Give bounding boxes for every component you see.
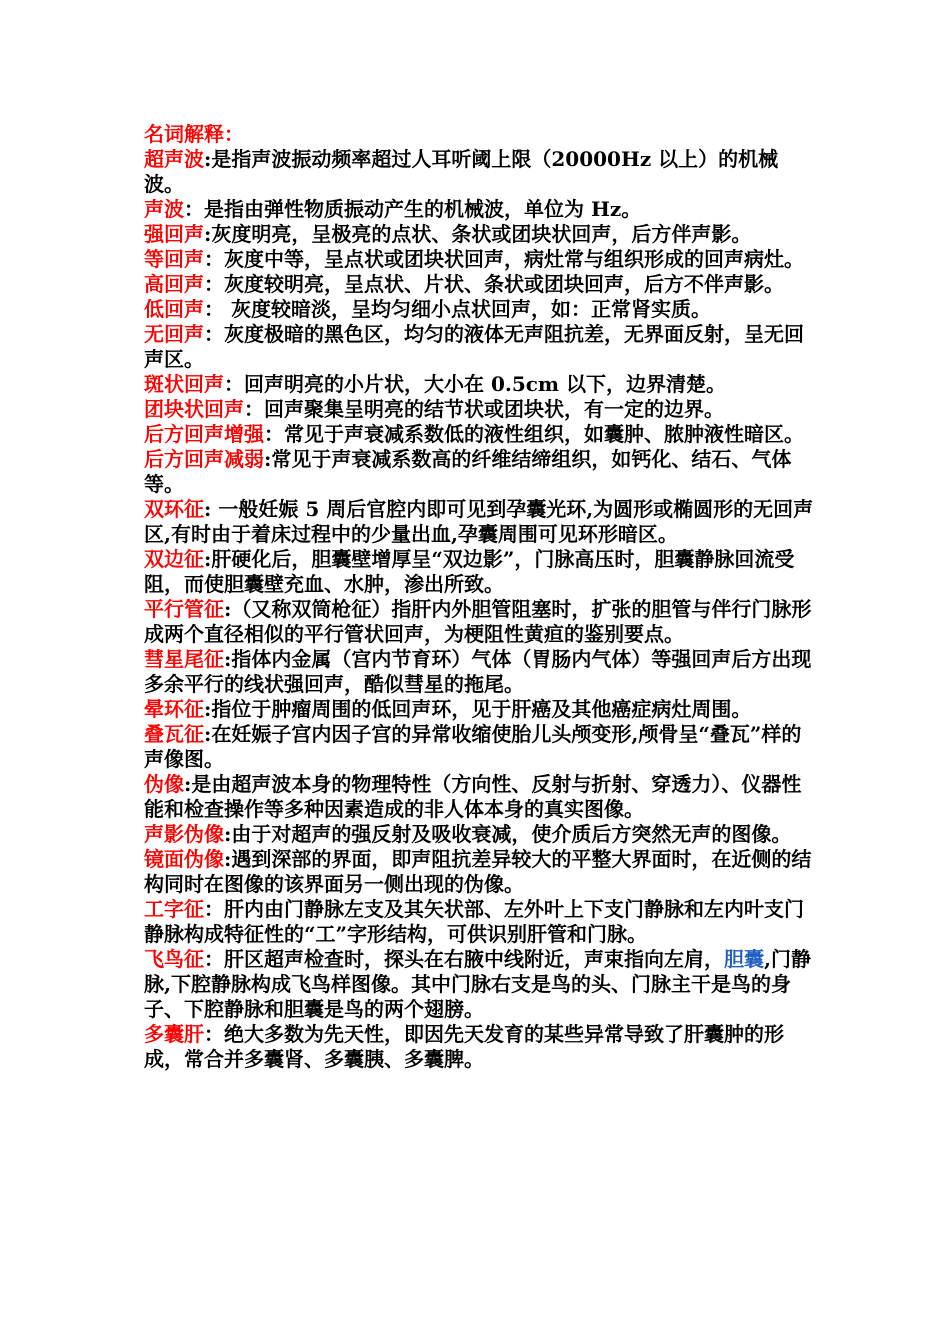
definition-entry: [144, 547, 814, 597]
term-separator: ：: [244, 397, 264, 421]
definition-text: ,门静脉,下腔静脉构成飞鸟样图像。其中门脉右支是鸟的头、门脉主干是鸟的身子、下腔静脉和胆囊是鸟的两个翅膀。: [144, 947, 811, 1021]
term-strong-echo: 强回声: [144, 222, 204, 246]
term-shadow-artifact: 声影伪像: [144, 822, 224, 846]
definition-text: 是指声波振动频率超过人耳听阈上限（20000Hz 以上）的机械波。: [144, 147, 779, 196]
definition-entry: [144, 597, 814, 647]
definition-entry: [144, 772, 814, 822]
definition-text: 指体内金属（宫内节育环）气体（胃肠内气体）等强回声后方出现多余平行的线状强回声，酷似彗星的拖尾。: [144, 647, 812, 696]
term-mass-echo: 团块状回声: [144, 397, 244, 421]
term-overlapping-skull-sign: 叠瓦征: [144, 722, 204, 746]
definition-text: 肝内由门静脉左支及其矢状部、左外叶上下支门静脉和左内叶支门静脉构成特征性的“工”字形结构，可供识别肝管和门脉。: [144, 897, 804, 946]
term-double-ring-sign: 双环征: [144, 497, 204, 521]
definition-entry: [144, 947, 814, 1022]
definition-text: 灰度极暗的黑色区，均匀的液体无声阻抗差，无界面反射，呈无回声区。: [144, 322, 804, 371]
term-separator: :: [204, 222, 212, 246]
definition-text: 常见于声衰减系数低的液性组织，如囊肿、脓肿液性暗区。: [284, 422, 804, 446]
term-separator: ：: [204, 297, 224, 321]
term-separator: :: [264, 447, 272, 471]
term-patchy-echo: 斑状回声: [144, 372, 224, 396]
definition-text: 是指由弹性物质振动产生的机械波，单位为 Hz。: [204, 197, 642, 221]
term-halo-sign: 晕环征: [144, 697, 204, 721]
term-high-echo: 高回声: [144, 272, 204, 296]
term-h-sign: 工字征: [144, 897, 204, 921]
definition-text: 在妊娠子宫内因子宫的异常收缩使胎儿头颅变形,颅骨呈“叠瓦”样的声像图。: [144, 722, 802, 771]
definition-text: 灰度较暗淡，呈均匀细小点状回声，如：正常肾实质。: [224, 297, 711, 321]
term-anechoic: 无回声: [144, 322, 204, 346]
term-separator: :: [204, 722, 212, 746]
definition-entry: [144, 322, 814, 372]
definition-entry: [144, 247, 814, 272]
term-separator: ：: [204, 1022, 224, 1046]
definition-text: 常见于声衰减系数高的纤维结缔组织，如钙化、结石、气体等。: [144, 447, 792, 496]
term-flying-bird-sign: 飞鸟征: [144, 947, 204, 971]
definition-entry: [144, 822, 814, 847]
term-separator: ：: [204, 947, 224, 971]
definition-text: 是由超声波本身的物理特性（方向性、反射与折射、穿透力）、仪器性能和检查操作等多种因素造成的非人体本身的真实图像。: [144, 772, 802, 821]
term-sound-wave: 声波: [144, 197, 184, 221]
definition-text: 回声明亮的小片状，大小在 0.5cm 以下，边界清楚。: [244, 372, 727, 396]
definition-text: 灰度明亮，呈极亮的点状、条状或团块状回声，后方伴声影。: [211, 222, 752, 246]
definition-text: 绝大多数为先天性，即因先天发育的某些异常导致了肝囊肿的形成，常合并多囊肾、多囊胰、多囊脾。: [144, 1022, 784, 1071]
term-comet-tail-sign: 彗星尾征: [144, 647, 224, 671]
term-separator: :: [204, 147, 212, 171]
definition-text: 遇到深部的界面，即声阻抗差异较大的平整大界面时，在近侧的结构同时在图像的该界面另一侧出现的伪像。: [144, 847, 812, 896]
term-posterior-attenuation: 后方回声减弱: [144, 447, 264, 471]
term-low-echo: 低回声: [144, 297, 204, 321]
document-page: [144, 122, 814, 1072]
term-separator: ：: [204, 322, 224, 346]
term-separator: ：: [264, 422, 284, 446]
definition-entry: [144, 722, 814, 772]
term-separator: ：: [204, 897, 224, 921]
term-separator: :: [204, 497, 219, 521]
definition-entry: [144, 847, 814, 897]
definition-text: 一般妊娠 5 周后官腔内即可见到孕囊光环,为圆形或椭圆形的无回声区,有时由于着床过程中的少量出血,孕囊周围可见环形暗区。: [144, 497, 814, 546]
definition-entry: [144, 372, 814, 397]
term-ultrasound: 超声波: [144, 147, 204, 171]
term-separator: ：: [204, 247, 224, 271]
term-separator: ：: [204, 272, 224, 296]
definition-text: 回声聚集呈明亮的结节状或团块状，有一定的边界。: [264, 397, 724, 421]
definition-text: 肝区超声检查时，探头在右腋中线附近，声束指向左肩，: [224, 947, 724, 971]
gallbladder-link[interactable]: 胆囊: [724, 947, 764, 971]
definition-text: 灰度较明亮，呈点状、片状、条状或团块回声，后方不伴声影。: [224, 272, 784, 296]
term-separator: :: [184, 772, 192, 796]
definition-entry: [144, 897, 814, 947]
definition-text: （又称双筒枪征）指肝内外胆管阻塞时，扩张的胆管与伴行门脉形成两个直径相似的平行管状回声，为梗阻性黄疸的鉴别要点。: [144, 597, 812, 646]
term-polycystic-liver: 多囊肝: [144, 1022, 204, 1046]
term-separator: :: [204, 547, 212, 571]
definition-entry: [144, 497, 814, 547]
definition-entry: [144, 647, 814, 697]
definition-entry: [144, 197, 814, 222]
term-mirror-artifact: 镜面伪像: [144, 847, 224, 871]
term-separator: :: [204, 697, 212, 721]
term-separator: ：: [184, 197, 204, 221]
definition-entry: [144, 297, 814, 322]
term-posterior-enhancement: 后方回声增强: [144, 422, 264, 446]
definition-entry: [144, 447, 814, 497]
term-double-wall-sign: 双边征: [144, 547, 204, 571]
term-separator: :: [224, 597, 232, 621]
definition-text: 指位于肿瘤周围的低回声环，见于肝癌及其他癌症病灶周围。: [211, 697, 752, 721]
term-artifact: 伪像: [144, 772, 184, 796]
definition-text: 由于对超声的强反射及吸收衰减，使介质后方突然无声的图像。: [231, 822, 792, 846]
definition-entry: [144, 422, 814, 447]
definition-entry: [144, 697, 814, 722]
definition-text: 灰度中等，呈点状或团块状回声，病灶常与组织形成的回声病灶。: [224, 247, 804, 271]
definition-entry: [144, 147, 814, 197]
term-separator: :: [224, 847, 232, 871]
definition-entry: [144, 1022, 814, 1072]
term-separator: :: [224, 647, 232, 671]
term-separator: :: [224, 822, 232, 846]
term-separator: ：: [224, 372, 244, 396]
term-iso-echo: 等回声: [144, 247, 204, 271]
definition-entry: [144, 397, 814, 422]
definition-text: 肝硬化后，胆囊壁增厚呈“双边影”，门脉高压时，胆囊静脉回流受阻，而使胆囊壁充血、水肿，渗出所致。: [144, 547, 795, 596]
definition-entry: [144, 222, 814, 247]
section-heading: 名词解释：: [144, 122, 244, 146]
term-parallel-channel-sign: 平行管征: [144, 597, 224, 621]
definition-entry: [144, 272, 814, 297]
